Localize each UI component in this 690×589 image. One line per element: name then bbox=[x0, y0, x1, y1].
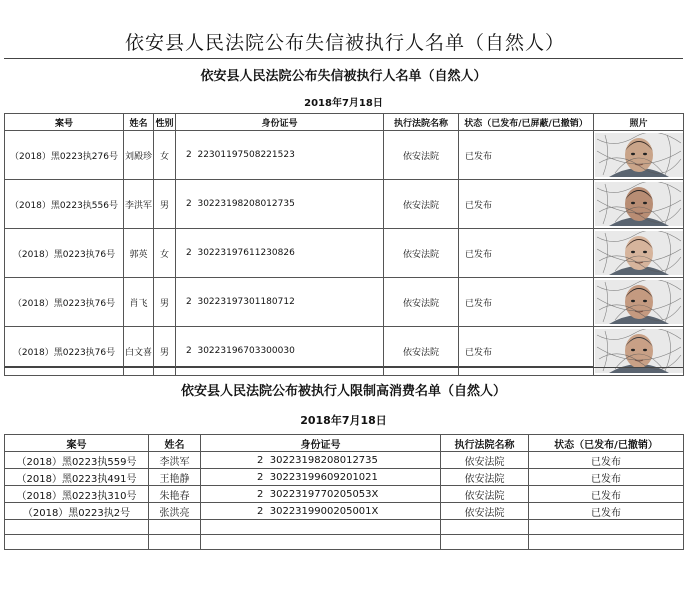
id-prefix: 2 bbox=[186, 150, 192, 160]
id-cell bbox=[176, 131, 384, 180]
gender-cell: 女 bbox=[154, 131, 176, 180]
col-header-photo: 照片 bbox=[594, 114, 684, 131]
court-cell: 依安法院 bbox=[384, 327, 459, 376]
col-header-id: 身份证号 bbox=[176, 114, 384, 131]
status-cell: 已发布 bbox=[529, 452, 684, 469]
gender-cell: 男 bbox=[154, 180, 176, 229]
empty-row bbox=[5, 535, 684, 550]
id-prefix: 2 bbox=[186, 297, 192, 307]
id-number: 3022319900205001X bbox=[269, 505, 379, 517]
photo-cell bbox=[594, 278, 684, 327]
case-cell: （2018）黑0223执491号 bbox=[5, 469, 149, 486]
empty-cell bbox=[149, 520, 201, 535]
table-row bbox=[5, 278, 684, 327]
empty-cell bbox=[441, 535, 529, 550]
case-cell: （2018）黑0223执276号 bbox=[5, 131, 124, 180]
list2-title: 依安县人民法院公布被执行人限制高消费名单（自然人） bbox=[180, 384, 506, 399]
name-cell: 李洪军 bbox=[124, 180, 154, 229]
name-cell: 刘殿珍 bbox=[124, 131, 154, 180]
table-row bbox=[5, 131, 684, 180]
name-cell: 李洪军 bbox=[149, 452, 201, 469]
court-cell: 依安法院 bbox=[384, 229, 459, 278]
col-header-court: 执行法院名称 bbox=[384, 114, 459, 131]
col-header-gender: 性别 bbox=[154, 114, 176, 131]
id-cell bbox=[176, 229, 384, 278]
status-cell: 已发布 bbox=[459, 278, 594, 327]
court-cell: 依安法院 bbox=[441, 486, 529, 503]
gender-cell: 男 bbox=[154, 327, 176, 376]
list1-title: 依安县人民法院公布失信被执行人名单（自然人） bbox=[200, 69, 487, 84]
id-number: 22301197508221523 bbox=[197, 150, 295, 160]
status-cell: 已发布 bbox=[459, 327, 594, 376]
list1-date: 2018年7月18日 bbox=[304, 98, 383, 109]
case-cell: （2018）黑0223执559号 bbox=[5, 452, 149, 469]
id-prefix: 2 bbox=[257, 488, 264, 500]
name-cell: 王艳静 bbox=[149, 469, 201, 486]
status-cell: 已发布 bbox=[459, 180, 594, 229]
empty-cell bbox=[441, 520, 529, 535]
person-photo-image bbox=[595, 231, 683, 275]
status-cell: 已发布 bbox=[459, 229, 594, 278]
photo-cell bbox=[594, 229, 684, 278]
name-cell: 朱艳春 bbox=[149, 486, 201, 503]
page-title: 依安县人民法院公布失信被执行人名单（自然人） bbox=[124, 32, 565, 54]
name-cell: 肖飞 bbox=[124, 278, 154, 327]
name-cell: 白文喜 bbox=[124, 327, 154, 376]
empty-cell bbox=[201, 535, 441, 550]
id-prefix: 2 bbox=[186, 248, 192, 258]
status-cell: 已发布 bbox=[529, 486, 684, 503]
case-cell: （2018）黑0223执310号 bbox=[5, 486, 149, 503]
empty-cell bbox=[149, 535, 201, 550]
restricted-consumption-section bbox=[4, 367, 683, 554]
court-cell: 依安法院 bbox=[441, 452, 529, 469]
id-prefix: 2 bbox=[257, 505, 264, 517]
empty-cell bbox=[529, 520, 684, 535]
id-number: 30223197301180712 bbox=[197, 297, 295, 307]
col-header-name: 姓名 bbox=[149, 435, 201, 452]
photo-cell bbox=[594, 131, 684, 180]
col-header-name: 姓名 bbox=[124, 114, 154, 131]
table-row bbox=[5, 503, 684, 520]
id-number: 30223199609201021 bbox=[269, 471, 378, 483]
restricted-table bbox=[4, 434, 684, 550]
case-cell: （2018）黑0223执2号 bbox=[5, 503, 149, 520]
col-header-status: 状态（已发布/已屏蔽/已撤销） bbox=[459, 114, 594, 131]
table-row bbox=[5, 180, 684, 229]
court-cell: 依安法院 bbox=[384, 278, 459, 327]
photo-cell bbox=[594, 180, 684, 229]
id-number: 3022319770205053X bbox=[269, 488, 379, 500]
col-header-status: 状态（已发布/已撤销） bbox=[529, 435, 684, 452]
table-row bbox=[5, 452, 684, 469]
person-photo-image bbox=[595, 182, 683, 226]
id-cell bbox=[201, 486, 441, 503]
id-prefix: 2 bbox=[186, 199, 192, 209]
empty-cell bbox=[5, 520, 149, 535]
col-header-case: 案号 bbox=[5, 435, 149, 452]
court-cell: 依安法院 bbox=[384, 180, 459, 229]
status-cell: 已发布 bbox=[459, 131, 594, 180]
col-header-id: 身份证号 bbox=[201, 435, 441, 452]
col-header-case: 案号 bbox=[5, 114, 124, 131]
id-number: 30223196703300030 bbox=[197, 346, 295, 356]
case-cell: （2018）黑0223执76号 bbox=[5, 278, 124, 327]
court-cell: 依安法院 bbox=[384, 131, 459, 180]
id-prefix: 2 bbox=[186, 346, 192, 356]
gender-cell: 女 bbox=[154, 229, 176, 278]
court-cell: 依安法院 bbox=[441, 503, 529, 520]
id-prefix: 2 bbox=[257, 454, 264, 466]
gender-cell: 男 bbox=[154, 278, 176, 327]
case-cell: （2018）黑0223执76号 bbox=[5, 327, 124, 376]
person-photo-image bbox=[595, 280, 683, 324]
empty-cell bbox=[5, 535, 149, 550]
id-number: 30223197611230826 bbox=[197, 248, 295, 258]
court-cell: 依安法院 bbox=[441, 469, 529, 486]
dishonest-table bbox=[4, 113, 684, 376]
table-row bbox=[5, 469, 684, 486]
person-photo-image bbox=[595, 133, 683, 177]
case-cell: （2018）黑0223执556号 bbox=[5, 180, 124, 229]
id-cell bbox=[201, 452, 441, 469]
id-number: 30223198208012735 bbox=[197, 199, 295, 209]
id-cell bbox=[176, 180, 384, 229]
id-number: 30223198208012735 bbox=[269, 454, 378, 466]
table-row bbox=[5, 486, 684, 503]
empty-row bbox=[5, 520, 684, 535]
empty-cell bbox=[201, 520, 441, 535]
name-cell: 张洪亮 bbox=[149, 503, 201, 520]
empty-cell bbox=[529, 535, 684, 550]
status-cell: 已发布 bbox=[529, 503, 684, 520]
case-cell: （2018）黑0223执76号 bbox=[5, 229, 124, 278]
dishonest-list-section bbox=[4, 58, 683, 367]
list2-date: 2018年7月18日 bbox=[300, 414, 387, 427]
id-cell bbox=[176, 278, 384, 327]
id-cell bbox=[201, 469, 441, 486]
name-cell: 郭英 bbox=[124, 229, 154, 278]
id-prefix: 2 bbox=[257, 471, 264, 483]
id-cell bbox=[201, 503, 441, 520]
col-header-court: 执行法院名称 bbox=[441, 435, 529, 452]
table-row bbox=[5, 229, 684, 278]
status-cell: 已发布 bbox=[529, 469, 684, 486]
